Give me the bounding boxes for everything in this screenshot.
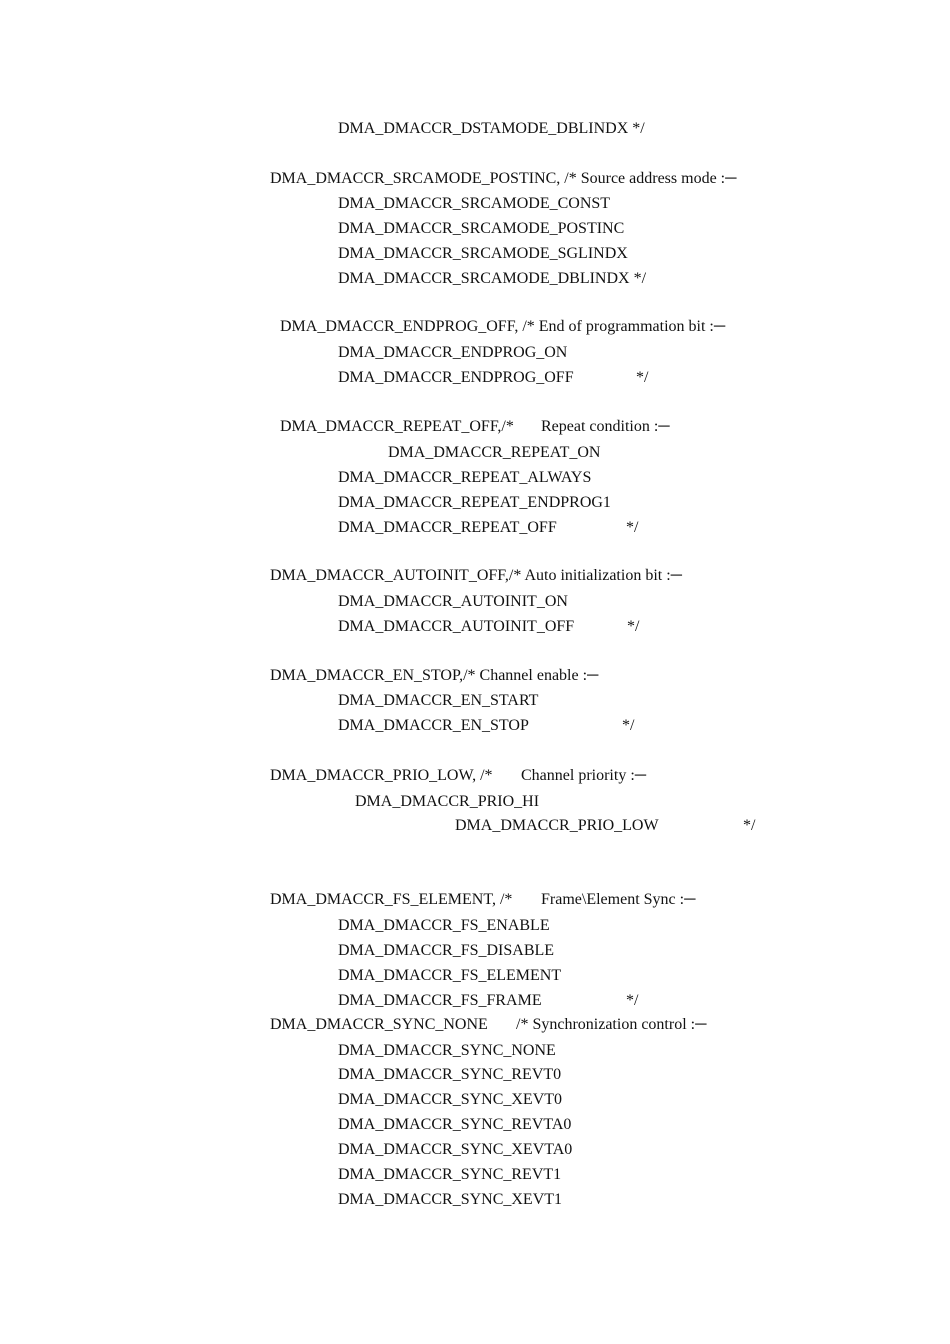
code-line: DMA_DMACCR_SYNC_XEVT0 xyxy=(338,1091,563,1108)
code-line: DMA_DMACCR_REPEAT_ON xyxy=(388,444,601,461)
code-line: DMA_DMACCR_REPEAT_ALWAYS xyxy=(338,469,592,486)
code-line: DMA_DMACCR_AUTOINIT_OFF,/* Auto initialization bit :─ xyxy=(270,567,682,584)
code-line: DMA_DMACCR_SYNC_XEVTA0 xyxy=(338,1141,573,1158)
code-line: DMA_DMACCR_REPEAT_ENDPROG1 xyxy=(338,494,611,511)
code-line: DMA_DMACCR_FS_ENABLE xyxy=(338,917,550,934)
code-line: DMA_DMACCR_AUTOINIT_OFF */ xyxy=(338,618,640,635)
code-line: DMA_DMACCR_FS_ELEMENT xyxy=(338,967,562,984)
code-line: DMA_DMACCR_SRCAMODE_DBLINDX */ xyxy=(338,270,647,287)
code-line: DMA_DMACCR_SRCAMODE_CONST xyxy=(338,195,611,212)
code-line: DMA_DMACCR_SYNC_REVT1 xyxy=(338,1166,562,1183)
code-line: DMA_DMACCR_SYNC_REVT0 xyxy=(338,1066,562,1083)
code-line: DMA_DMACCR_REPEAT_OFF,/* Repeat condition :─ xyxy=(280,418,670,435)
code-line: DMA_DMACCR_EN_STOP,/* Channel enable :─ xyxy=(270,667,599,684)
code-line: DMA_DMACCR_FS_DISABLE xyxy=(338,942,555,959)
code-line: DMA_DMACCR_SYNC_NONE /* Synchronization control :─ xyxy=(270,1016,707,1033)
code-line: DMA_DMACCR_SRCAMODE_SGLINDX xyxy=(338,245,628,262)
code-line: DMA_DMACCR_FS_FRAME */ xyxy=(338,992,639,1009)
code-line: DMA_DMACCR_EN_STOP */ xyxy=(338,717,635,734)
code-line: DMA_DMACCR_FS_ELEMENT, /* Frame\Element Sync :─ xyxy=(270,891,696,908)
code-line: DMA_DMACCR_PRIO_LOW, /* Channel priority :─ xyxy=(270,767,647,784)
code-line: DMA_DMACCR_EN_START xyxy=(338,692,539,709)
code-line: DMA_DMACCR_SYNC_REVTA0 xyxy=(338,1116,572,1133)
code-line: DMA_DMACCR_DSTAMODE_DBLINDX */ xyxy=(338,120,645,137)
code-line: DMA_DMACCR_ENDPROG_ON xyxy=(338,344,568,361)
code-line: DMA_DMACCR_PRIO_LOW */ xyxy=(455,817,756,834)
code-line: DMA_DMACCR_AUTOINIT_ON xyxy=(338,593,568,610)
code-line: DMA_DMACCR_REPEAT_OFF */ xyxy=(338,519,639,536)
code-line: DMA_DMACCR_SRCAMODE_POSTINC, /* Source address mode :─ xyxy=(270,170,737,187)
code-line: DMA_DMACCR_SRCAMODE_POSTINC xyxy=(338,220,625,237)
code-line: DMA_DMACCR_SYNC_XEVT1 xyxy=(338,1191,563,1208)
code-line: DMA_DMACCR_PRIO_HI xyxy=(355,793,540,810)
code-line: DMA_DMACCR_ENDPROG_OFF, /* End of programmation bit :─ xyxy=(280,318,726,335)
code-line: DMA_DMACCR_SYNC_NONE xyxy=(338,1042,556,1059)
code-line: DMA_DMACCR_ENDPROG_OFF */ xyxy=(338,369,649,386)
